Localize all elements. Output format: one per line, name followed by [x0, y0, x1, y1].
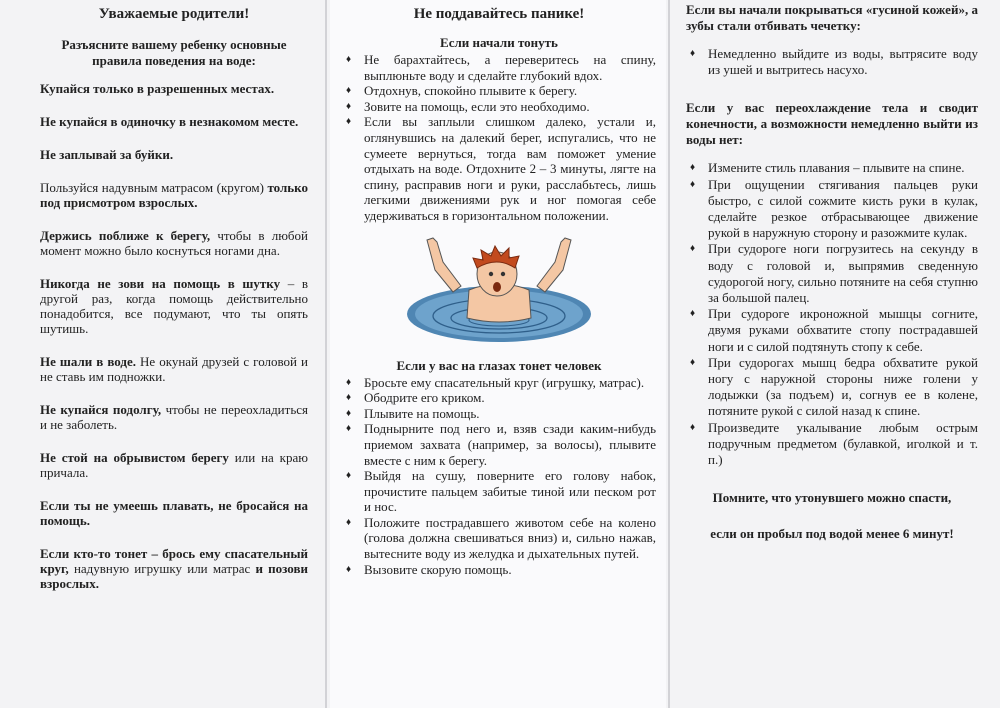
- diamond-bullet-icon: ♦: [346, 423, 352, 435]
- diamond-bullet-icon: ♦: [690, 162, 696, 174]
- rule-text: чтобы не переохладиться и не заболеть.: [40, 402, 308, 432]
- list-item: [342, 468, 656, 515]
- list-item-text: Поднырните под него и, взяв сзади каким-нибудь приемом захвата (например, за волосы), плывите вместе с ним к берегу.: [364, 421, 656, 468]
- column-panic: [330, 0, 666, 708]
- rule-item: [40, 114, 308, 129]
- rule-text: Пользуйся надувным матрасом (кругом): [40, 180, 264, 195]
- list-item: [686, 160, 978, 176]
- rule-bold: Держись поближе к берегу,: [40, 228, 211, 243]
- list-item-text: Ободрите его криком.: [364, 390, 485, 406]
- rule-item: [40, 81, 308, 96]
- diamond-bullet-icon: ♦: [690, 243, 696, 255]
- rule-bold: Не купайся в одиночку в незнакомом месте.: [40, 114, 299, 129]
- rule-text: чтобы в любой момент можно было коснуться ногами дна.: [40, 228, 308, 258]
- diamond-bullet-icon: ♦: [346, 376, 352, 388]
- diamond-bullet-icon: ♦: [690, 356, 696, 368]
- list-item-text: Произведите укалывание любым острым подручным предметом (булавкой, иголкой и т. п.): [708, 419, 978, 468]
- list-item-text: Если вы заплыли слишком далеко, устали и, оглянувшись на далекий берег, испугались, что не сумеете вернуться, тогда вам поможет умение отдыхать на воде. Отдохните 2 – 3 минуты, лягте на спину, расправив ноги и руки, расслабьтесь, лишь легкими движениями рук и ног помогая себе удерживаться в горизонтальном положении.: [364, 114, 656, 223]
- rules-list: [40, 81, 308, 591]
- list-item-text: Зовите на помощь, если это необходимо.: [364, 98, 590, 114]
- cramps-lead: Если у вас переохлаждение тела и сводит конечности, а возможности немедленно выйти из воды нет:: [686, 100, 978, 148]
- rule-item: [40, 354, 308, 384]
- final-note-1: Помните, что утонувшего можно спасти,: [712, 490, 952, 506]
- list-item: [342, 562, 656, 578]
- list-item-text: Положите пострадавшего животом себе на колено (голова должна свешиваться вниз) и, сильно нажав, вытесните воду из желудка и дыхательных путей.: [364, 514, 656, 562]
- list-item: [686, 355, 978, 420]
- diamond-bullet-icon: ♦: [346, 392, 352, 404]
- section-rescue-title: Если у вас на глазах тонет человек: [396, 357, 602, 373]
- parents-intro: Разъясните вашему ребенку основные правила поведения на воде:: [61, 37, 287, 68]
- rule-item: [40, 180, 308, 210]
- rule-item: [40, 276, 308, 336]
- diamond-bullet-icon: ♦: [690, 421, 696, 433]
- column-hypothermia: [672, 0, 1000, 708]
- list-item: [686, 420, 978, 469]
- list-item: [342, 114, 656, 223]
- list-item: [686, 46, 978, 78]
- list-item: [342, 515, 656, 562]
- list-item-text: При ощущении стягивания пальцев руки быстро, с силой сожмите кисть руки в кулак, сделайте резкое отбрасывающее движение рукой в наружную сторону и разожмите кулак.: [708, 176, 978, 241]
- section-drowning-list: [342, 52, 656, 224]
- rule-text: – в другой раз, когда помощь действительно понадобится, все подумают, что ты опять шутишь.: [40, 276, 308, 336]
- diamond-bullet-icon: ♦: [690, 48, 696, 59]
- diamond-bullet-icon: ♦: [346, 116, 352, 128]
- list-item-text: Плывите на помощь.: [364, 405, 480, 421]
- diamond-bullet-icon: ♦: [346, 563, 352, 575]
- diamond-bullet-icon: ♦: [346, 100, 352, 112]
- goosebumps-list: [686, 46, 978, 78]
- list-item: [342, 421, 656, 468]
- fold-line: [325, 0, 327, 708]
- diamond-bullet-icon: ♦: [690, 308, 696, 320]
- diamond-bullet-icon: ♦: [346, 516, 352, 528]
- list-item-text: Вызовите скорую помощь.: [364, 561, 512, 577]
- rule-text: Не окунай друзей с головой и не ставь им подножки.: [40, 354, 308, 384]
- section-rescue-list: [342, 375, 656, 578]
- diamond-bullet-icon: ♦: [346, 407, 352, 419]
- list-item-text: При судороге икроножной мышцы согните, двумя руками обхватите стопу пострадавшей ноги и с силой подтянуть стопу к себе.: [708, 306, 978, 354]
- diamond-bullet-icon: ♦: [690, 178, 696, 190]
- list-item: [342, 406, 656, 422]
- list-item-text: Не барахтайтесь, а переверитесь на спину, выплюньте воду и сделайте глубокий вдох.: [364, 52, 656, 83]
- final-note-2: если он пробыл под водой менее 6 минут!: [710, 526, 954, 542]
- list-item-text: Измените стиль плавания – плывите на спине.: [708, 160, 965, 176]
- list-item: [342, 390, 656, 406]
- list-item: [686, 177, 978, 242]
- rule-bold: Не заплывай за буйки.: [40, 147, 174, 162]
- list-item-text: Бросьте ему спасательный круг (игрушку, матрас).: [364, 374, 645, 390]
- rule-item: [40, 546, 308, 591]
- rule-bold: Не стой на обрывистом берегу: [40, 450, 229, 465]
- rule-bold: Не шали в воде.: [40, 354, 137, 369]
- diamond-bullet-icon: ♦: [346, 470, 352, 482]
- drowning-child-illustration: [399, 234, 599, 344]
- list-item-text: Немедленно выйдите из воды, вытрясите воду из ушей и вытритесь насухо.: [708, 46, 978, 78]
- list-item-text: При судороге ноги погрузитесь на секунду в воду с головой и, выпрямив сведенную судорогой ногу, сильно потяните на себя ступню за большой палец.: [708, 241, 978, 306]
- diamond-bullet-icon: ♦: [346, 54, 352, 65]
- rule-bold: и позови взрослых.: [40, 561, 308, 591]
- list-item: [686, 241, 978, 306]
- rule-item: [40, 498, 308, 528]
- rule-bold: Если кто-то тонет – брось ему спасательный круг,: [40, 546, 308, 576]
- rule-text: или на краю причала.: [40, 450, 308, 480]
- rule-text: надувную игрушку или матрас: [68, 561, 251, 576]
- rule-bold: только под присмотром взрослых.: [40, 180, 309, 210]
- cramps-list: [686, 160, 978, 468]
- rule-item: [40, 228, 308, 258]
- rule-bold: Не купайся подолгу,: [40, 402, 162, 417]
- rule-bold: Никогда не зови на помощь в шутку: [40, 276, 281, 291]
- rule-item: [40, 450, 308, 480]
- rule-bold: Купайся только в разрешенных местах.: [40, 81, 275, 96]
- list-item: [342, 83, 656, 99]
- list-item: [686, 306, 978, 355]
- fold-line: [668, 0, 670, 708]
- parents-title: Уважаемые родители!: [98, 6, 250, 22]
- list-item: [342, 375, 656, 391]
- rule-item: [40, 147, 308, 162]
- list-item: [342, 52, 656, 83]
- panic-title: Не поддавайтесь панике!: [413, 6, 585, 22]
- list-item: [342, 99, 656, 115]
- rule-bold: Если ты не умеешь плавать, не бросайся на помощь.: [40, 498, 308, 528]
- goosebumps-lead: Если вы начали покрываться «гусиной кожей», а зубы стали отбивать чечетку:: [686, 2, 978, 33]
- list-item-text: Выйдя на сушу, поверните его голову набок, прочистите пальцем забитые тиной или песком рот и нос.: [364, 468, 656, 515]
- column-parents: [0, 0, 322, 708]
- list-item-text: При судорогах мышц бедра обхватите рукой ногу с наружной стороны ниже голени у лодыжки (за подъем) и, согнув ее в колене, потяните рукой с силой назад к спине.: [708, 354, 978, 419]
- section-drowning-title: Если начали тонуть: [440, 35, 558, 50]
- list-item-text: Отдохнув, спокойно плывите к берегу.: [364, 83, 578, 99]
- diamond-bullet-icon: ♦: [346, 85, 352, 97]
- rule-item: [40, 402, 308, 432]
